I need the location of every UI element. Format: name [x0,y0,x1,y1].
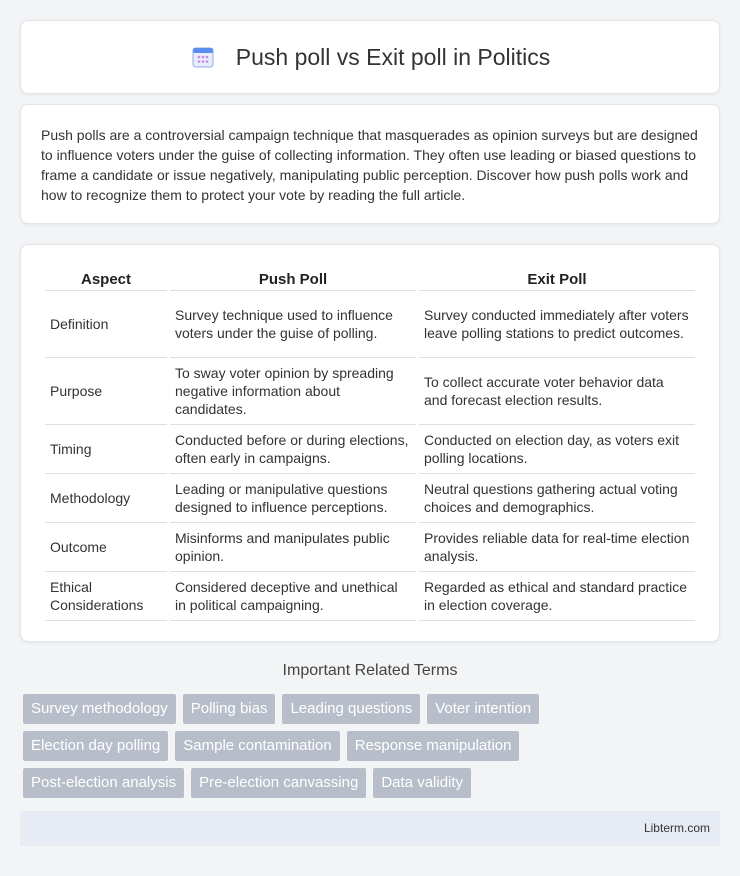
aspect-cell: Definition [45,291,167,358]
tag-polling-bias[interactable]: Polling bias [183,694,276,724]
header-push-poll: Push Poll [170,265,416,291]
header-aspect: Aspect [45,265,167,291]
tag-response-manipulation[interactable]: Response manipulation [347,731,520,761]
tag-row [23,768,723,798]
tag-voter-intention[interactable]: Voter intention [427,694,539,724]
push-poll-cell: Misinforms and manipulates public opinion. [170,523,416,572]
aspect-cell: Methodology [45,474,167,523]
comparison-card [20,244,720,642]
related-terms-heading: Important Related Terms [282,662,458,679]
tag-survey-methodology[interactable]: Survey methodology [23,694,176,724]
push-poll-cell: Conducted before or during elections, often early in campaigns. [170,425,416,474]
tag-post-election-analysis[interactable]: Post-election analysis [23,768,184,798]
push-poll-cell: To sway voter opinion by spreading negative information about candidates. [170,358,416,425]
table-row [45,474,695,523]
table-header-row [45,265,695,291]
tag-row [23,694,723,724]
footer-brand-link[interactable]: Libterm.com [643,821,710,835]
table-row [45,358,695,425]
exit-poll-cell: Conducted on election day, as voters exit polling locations. [419,425,695,474]
aspect-cell: Timing [45,425,167,474]
header-exit-poll: Exit Poll [419,265,695,291]
title-card [20,20,720,94]
footer [20,811,720,846]
table-row [45,291,695,358]
exit-poll-cell: Provides reliable data for real-time election analysis. [419,523,695,572]
intro-card [20,104,720,224]
tag-election-day-polling[interactable]: Election day polling [23,731,168,761]
aspect-cell: Outcome [45,523,167,572]
tag-sample-contamination[interactable]: Sample contamination [175,731,339,761]
calendar-icon [190,44,216,70]
table-row [45,523,695,572]
exit-poll-cell: Neutral questions gathering actual voting choices and demographics. [419,474,695,523]
page-title: Push poll vs Exit poll in Politics [235,43,551,70]
tag-row [23,731,723,761]
table-row [45,572,695,621]
exit-poll-cell: To collect accurate voter behavior data and forecast election results. [419,358,695,425]
aspect-cell: Purpose [45,358,167,425]
tag-pre-election-canvassing[interactable]: Pre-election canvassing [191,768,366,798]
tag-data-validity[interactable]: Data validity [373,768,471,798]
exit-poll-cell: Survey conducted immediately after voters leave polling stations to predict outcomes. [419,291,695,358]
exit-poll-cell: Regarded as ethical and standard practice in election coverage. [419,572,695,621]
intro-paragraph: Push polls are a controversial campaign technique that masquerades as opinion surveys but are designed to influence voters under the guise of collecting information. They often use leading or biased questions to frame a candidate or issue negatively, manipulating public perception. Discover how push polls work and how to recognize them to protect your vote by reading the full article. [41,127,698,203]
table-row [45,425,695,474]
push-poll-cell: Considered deceptive and unethical in political campaigning. [170,572,416,621]
tag-leading-questions[interactable]: Leading questions [282,694,420,724]
push-poll-cell: Leading or manipulative questions designed to influence perceptions. [170,474,416,523]
comparison-table [42,265,698,621]
push-poll-cell: Survey technique used to influence voters under the guise of polling. [170,291,416,358]
related-terms-tags [23,694,723,805]
aspect-cell: Ethical Considerations [45,572,167,621]
